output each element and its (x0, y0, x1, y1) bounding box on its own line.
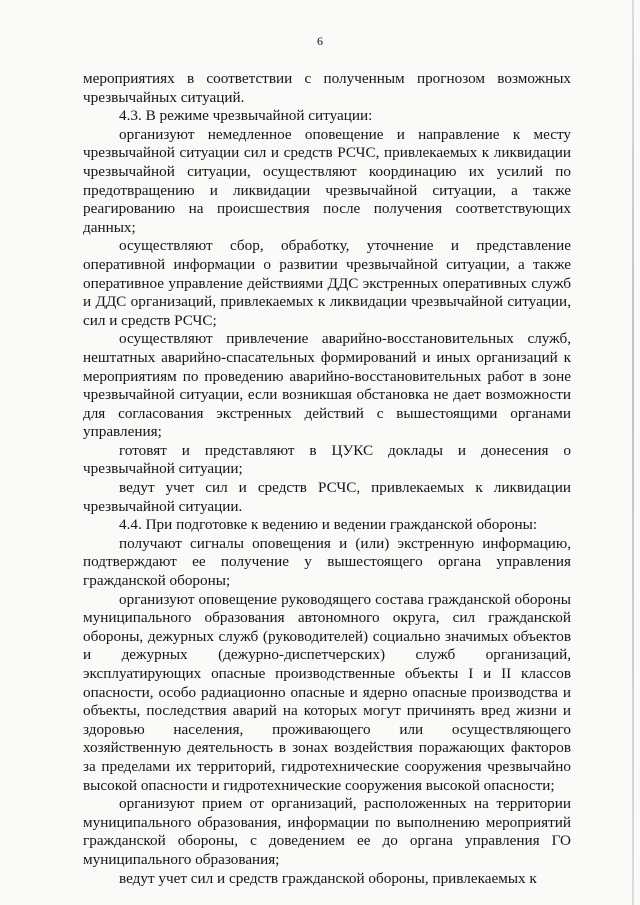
page-edge-shadow (632, 0, 634, 905)
paragraph: готовят и представляют в ЦУКС доклады и донесения о чрезвычайной ситуации; (83, 441, 571, 478)
paragraph: организуют оповещение руководящего состава гражданской обороны муниципального образования автономного округа, сил гражданской обороны, дежурных служб (руководителей) социально значимых объектов и дежурных (дежурно-диспетчерских) служб организаций, эксплуатирующих опасные производственные объекты I и II классов опасности, особо радиационно опасные и ядерно опасные производства и объекты, последствия аварий на которых могут причинять вред жизни и здоровью населения, проживающего или осуществляющего хозяйственную деятельность в зонах воздействия поражающих факторов за пределами их территорий, гидротехнические сооружения чрезвычайно высокой опасности и гидротехнические сооружения высокой опасности; (83, 590, 571, 794)
section-heading-4-4: 4.4. При подготовке к ведению и ведении гражданской обороны: (119, 516, 538, 534)
paragraph: ведут учет сил и средств гражданской обороны, привлекаемых к (119, 869, 537, 887)
paragraph: организуют прием от организаций, расположенных на территории муниципального образования, информации по выполнению мероприятий гражданской обороны, с доведением ее до органа управления ГО муниципального образования; (83, 795, 571, 868)
section-heading-4-3: 4.3. В режиме чрезвычайной ситуации: (119, 107, 373, 125)
paragraph-continuation: мероприятиях в соответствии с полученным прогнозом возможных чрезвычайных ситуаций. (83, 70, 571, 106)
document-body (83, 70, 571, 888)
page-number: 6 (317, 34, 323, 48)
paragraph: ведут учет сил и средств РСЧС, привлекаемых к ликвидации чрезвычайной ситуации. (83, 479, 571, 515)
paragraph: осуществляют сбор, обработку, уточнение и представление оперативной информации о развитии чрезвычайной ситуации, а также оперативное управление действиями ДДС экстренных оперативных служб и ДДС организаций, привлекаемых к ликвидации чрезвычайной ситуации, сил и средств РСЧС; (83, 237, 571, 329)
paragraph: осуществляют привлечение аварийно-восстановительных служб, нештатных аварийно-спасательных формирований и иных организаций к мероприятиям по проведению аварийно-восстановительных работ в зоне чрезвычайной ситуации, если возникшая обстановка не дает возможности для согласования экстренных действий с вышестоящими органами управления; (83, 330, 571, 441)
paragraph: организуют немедленное оповещение и направление к месту чрезвычайной ситуации сил и средств РСЧС, привлекаемых к ликвидации чрезвычайной ситуации, осуществляют координацию их усилий по предотвращению и ликвидации чрезвычайной ситуации, а также реагированию на происшествия после получения соответствующих данных; (83, 125, 571, 236)
paragraph: получают сигналы оповещения и (или) экстренную информацию, подтверждают ее получение у вышестоящего органа управления гражданской обороны; (83, 534, 571, 590)
